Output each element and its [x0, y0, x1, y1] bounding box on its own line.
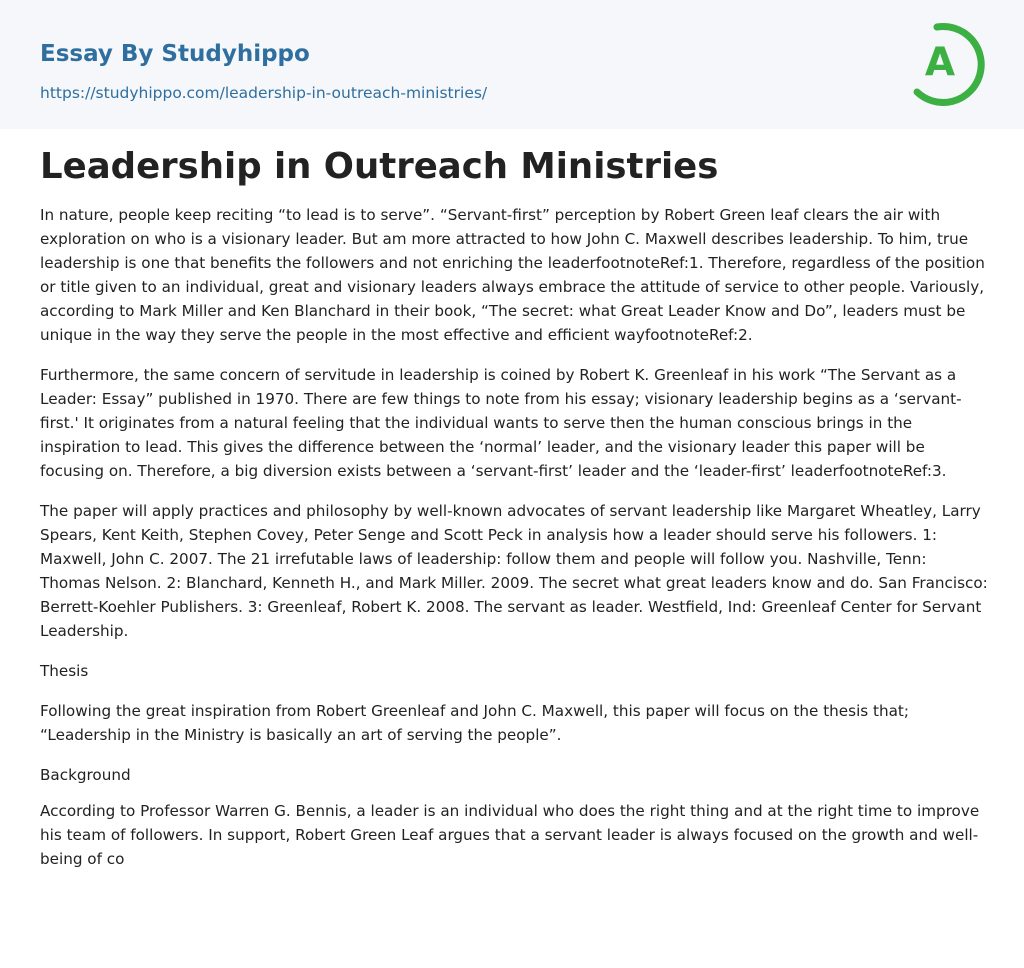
logo-letter: A [924, 40, 956, 85]
essay-url-link[interactable]: https://studyhippo.com/leadership-in-outreach-ministries/ [40, 84, 488, 102]
background-heading: Background [40, 766, 131, 784]
background-paragraph: According to Professor Warren G. Bennis, a leader is an individual who does the right thing and at the right time to improve his team of followers. In support, Robert Green Leaf argues that a servant leader is always focused on the growth and well-being of co [40, 802, 980, 868]
paragraph: The paper will apply practices and philosophy by well-known advocates of servant leadership like Margaret Wheatley, Larry Spears, Kent Keith, Stephen Covey, Peter Senge and Scott Peck in analysis how a leader should serve his followers. 1: Maxwell, John C. 2007. The 21 irrefutable laws of leadership: follow them and people will follow you. Nashville, Tenn: Thomas Nelson. 2: Blanchard, Kenneth H., and Mark Miller. 2009. The secret what great leaders know and do. San Francisco: Berrett-Koehler Publishers. 3: Greenleaf, Robert K. 2008. The servant as leader. Westfield, Ind: Greenleaf Center for Servant Leadership. [40, 502, 988, 640]
site-header [0, 0, 1024, 129]
page-title: Leadership in Outreach Ministries [40, 146, 719, 187]
thesis-heading: Thesis [40, 662, 89, 680]
paragraph: Furthermore, the same concern of servitude in leadership is coined by Robert K. Greenleaf in his work “The Servant as a Leader: Essay” published in 1970. There are few things to note from his essay; visionary leadership begins as a ‘servant-first.' It originates from a natural feeling that the individual wants to serve then the human conscious brings in the inspiration to lead. This gives the difference between the ‘normal’ leader, and the visionary leader this paper will be focusing on. Therefore, a big diversion exists between a ‘servant-first’ leader and the ‘leader-first’ leaderfootnoteRef:3. [40, 366, 962, 480]
article [40, 140, 988, 887]
brand-title[interactable]: Essay By Studyhippo [40, 41, 310, 67]
studyhippo-logo-icon[interactable] [908, 18, 988, 106]
thesis-paragraph: Following the great inspiration from Robert Greenleaf and John C. Maxwell, this paper will focus on the thesis that; “Leadership in the Ministry is basically an art of serving the people”. [40, 702, 909, 744]
paragraph: In nature, people keep reciting “to lead is to serve”. “Servant-first” perception by Robert Green leaf clears the air with exploration on who is a visionary leader. But am more attracted to how John C. Maxwell describes leadership. To him, true leadership is one that benefits the followers and not enriching the leaderfootnoteRef:1. Therefore, regardless of the position or title given to an individual, great and visionary leaders always embrace the attitude of service to other people. Variously, according to Mark Miller and Ken Blanchard in their book, “The secret: what Great Leader Know and Do”, leaders must be unique in the way they serve the people in the most effective and efficient wayfootnoteRef:2. [40, 206, 985, 344]
